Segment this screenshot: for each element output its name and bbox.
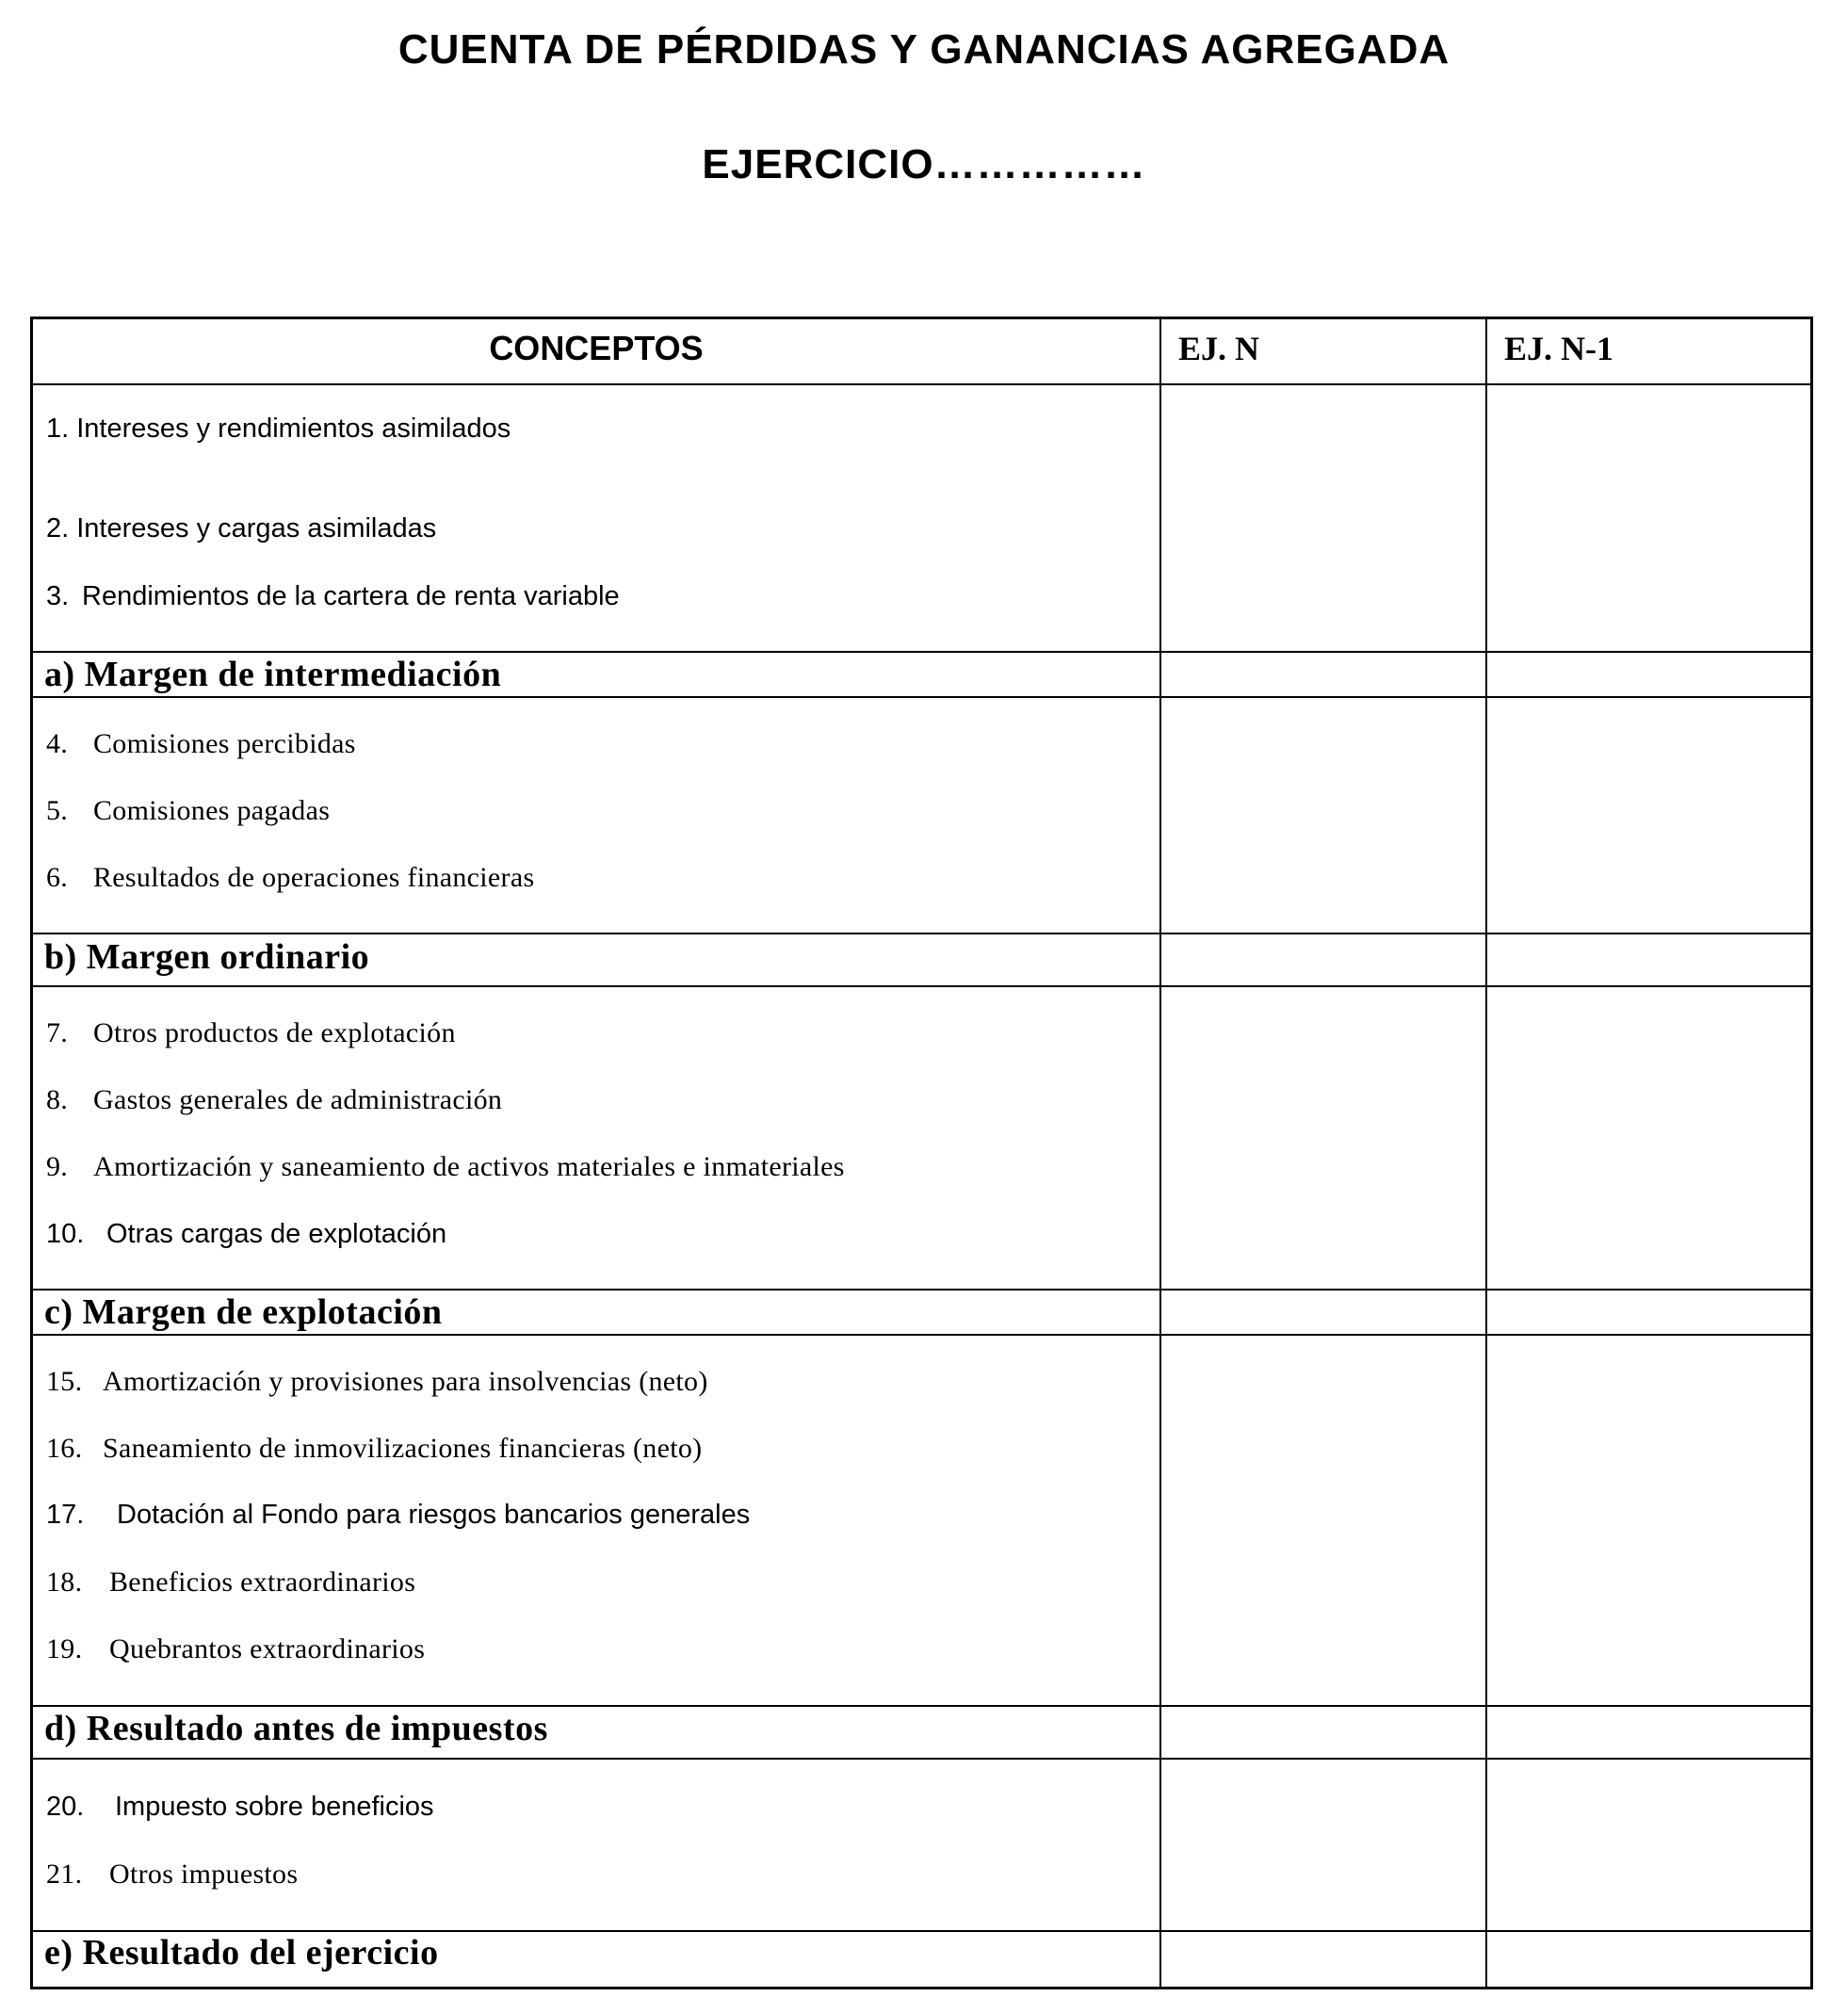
column-header-ej-n: EJ. N [1178, 330, 1260, 367]
line-item: 8. Gastos generales de administración [46, 1084, 503, 1115]
page-title: CUENTA DE PÉRDIDAS Y GANANCIAS AGREGADA [397, 26, 1451, 73]
row-divider [33, 651, 1810, 653]
line-item: 10. Otras cargas de explotación [46, 1219, 447, 1249]
subtotal-row-label: c) Margen de explotación [44, 1292, 443, 1332]
row-divider [33, 1758, 1810, 1760]
line-item: 16. Saneamiento de inmovilizaciones financieras (neto) [46, 1433, 703, 1464]
subtotal-row-label: e) Resultado del ejercicio [44, 1933, 439, 1972]
row-divider [33, 696, 1810, 698]
line-item: 15. Amortización y provisiones para insolvencias (neto) [46, 1366, 708, 1397]
subtotal-row-label: d) Resultado antes de impuestos [44, 1709, 548, 1748]
column-divider [1485, 319, 1487, 1987]
line-item: 19. Quebrantos extraordinarios [46, 1633, 426, 1664]
row-divider [33, 383, 1810, 385]
line-item: 9. Amortización y saneamiento de activos materiales e inmateriales [46, 1151, 845, 1182]
fiscal-year-heading: EJERCICIO…………… [702, 141, 1146, 187]
column-divider [1159, 319, 1161, 1987]
line-item: 20. Impuesto sobre beneficios [46, 1792, 434, 1822]
row-divider [33, 985, 1810, 987]
row-divider [33, 1705, 1810, 1707]
line-item: 17. Dotación al Fondo para riesgos bancarios generales [46, 1500, 751, 1530]
row-divider [33, 1289, 1810, 1291]
line-item: 5. Comisiones pagadas [46, 795, 331, 826]
column-header-conceptos: CONCEPTOS [489, 329, 704, 367]
line-item: 21. Otros impuestos [46, 1859, 299, 1890]
profit-loss-table [30, 317, 1813, 1989]
line-item: 6. Resultados de operaciones financieras [46, 862, 535, 893]
column-header-ej-n-1: EJ. N-1 [1504, 330, 1613, 367]
subtotal-row-label: b) Margen ordinario [44, 937, 370, 977]
line-item: 3. Rendimientos de la cartera de renta variable [46, 581, 620, 611]
line-item: 7. Otros productos de explotación [46, 1017, 456, 1048]
subtotal-row-label: a) Margen de intermediación [44, 655, 502, 694]
line-item: 1. Intereses y rendimientos asimilados [46, 414, 511, 444]
line-item: 2. Intereses y cargas asimiladas [46, 513, 437, 544]
line-item: 18. Beneficios extraordinarios [46, 1567, 416, 1598]
line-item: 4. Comisiones percibidas [46, 728, 356, 759]
row-divider [33, 1334, 1810, 1336]
row-divider [33, 933, 1810, 934]
